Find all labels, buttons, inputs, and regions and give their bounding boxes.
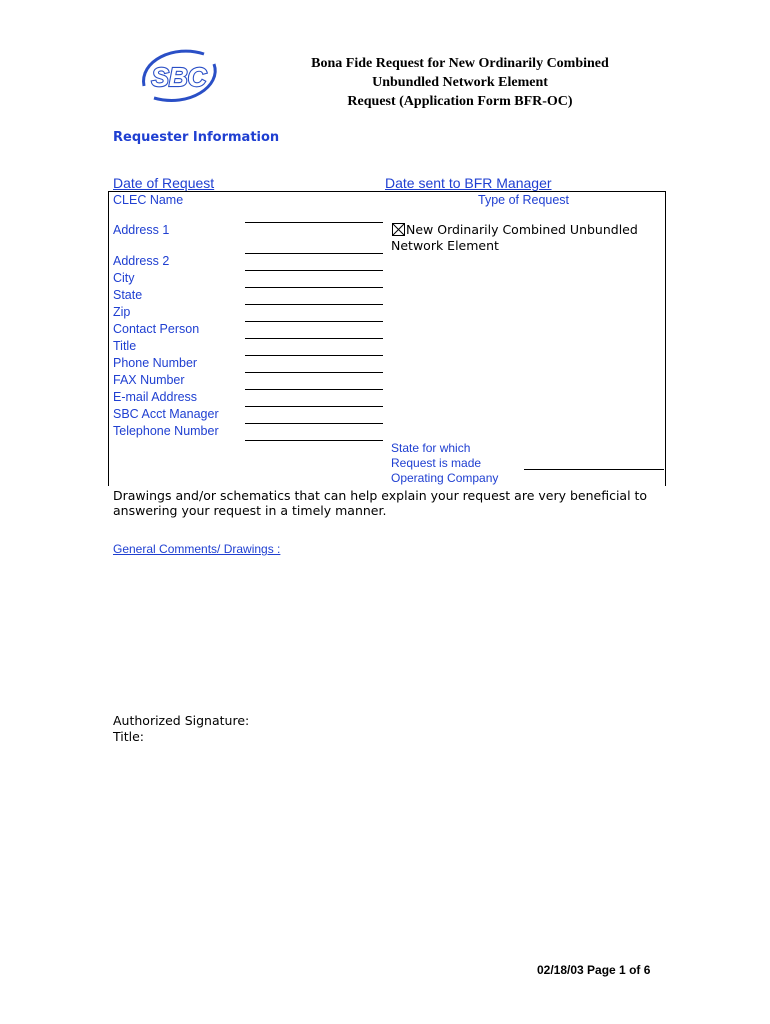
authorized-signature-label: Authorized Signature: [113,713,250,728]
telephone-number-field[interactable] [245,440,383,441]
form-title-line-1: Bona Fide Request for New Ordinarily Combined [311,56,609,71]
field-label-telephone-number: Telephone Number [113,424,219,438]
field-label-title: Title [113,339,137,353]
field-label-sbc-acct-manager: SBC Acct Manager [113,407,219,421]
field-label-zip: Zip [113,305,131,319]
general-comments-label: General Comments/ Drawings : [113,542,281,556]
type-option-line-1: New Ordinarily Combined Unbundled [406,222,638,237]
clec-name-field[interactable] [245,222,383,223]
form-title-line-3: Request (Application Form BFR-OC) [347,94,573,109]
field-label-city: City [113,271,135,285]
sbc-acct-manager-field[interactable] [245,423,383,424]
note-line-1: Drawings and/or schematics that can help explain your request are very beneficial to [113,488,648,503]
field-label-clec-name: CLEC Name [113,193,184,207]
sbc-logo [134,46,224,106]
type-of-request-label: Type of Request [478,193,570,207]
zip-field[interactable] [245,321,383,322]
page-footer: 02/18/03 Page 1 of 6 [537,963,651,977]
date-sent-label: Date sent to BFR Manager [385,175,552,191]
field-label-address-1: Address 1 [113,223,170,237]
city-field[interactable] [245,287,383,288]
title-field[interactable] [245,355,383,356]
signature-title-label: Title: [113,729,144,744]
fax-number-field[interactable] [245,389,383,390]
date-of-request-label: Date of Request [113,175,215,191]
form-title-line-2: Unbundled Network Element [372,75,548,90]
state-field[interactable] [245,304,383,305]
state-for-request-field[interactable] [524,469,664,470]
phone-number-field[interactable] [245,372,383,373]
note-line-2: answering your request in a timely manner. [113,503,387,518]
type-of-request-checkbox[interactable] [392,223,405,236]
field-label-phone-number: Phone Number [113,356,198,370]
address-2-field[interactable] [245,270,383,271]
field-label-email-address: E-mail Address [113,390,198,404]
email-address-field[interactable] [245,406,383,407]
logo-text: SBC [151,62,207,92]
type-option-line-2: Network Element [391,238,499,253]
field-label-contact-person: Contact Person [113,322,200,336]
contact-person-field[interactable] [245,338,383,339]
field-label-fax-number: FAX Number [113,373,185,387]
state-block-line-2: Request is made [391,456,482,470]
field-label-state: State [113,288,143,302]
state-block-line-3: Operating Company [391,471,499,485]
requester-information-heading: Requester Information [113,130,280,145]
address-1-field[interactable] [245,253,383,254]
state-block-line-1: State for which [391,441,471,455]
field-label-address-2: Address 2 [113,254,170,268]
